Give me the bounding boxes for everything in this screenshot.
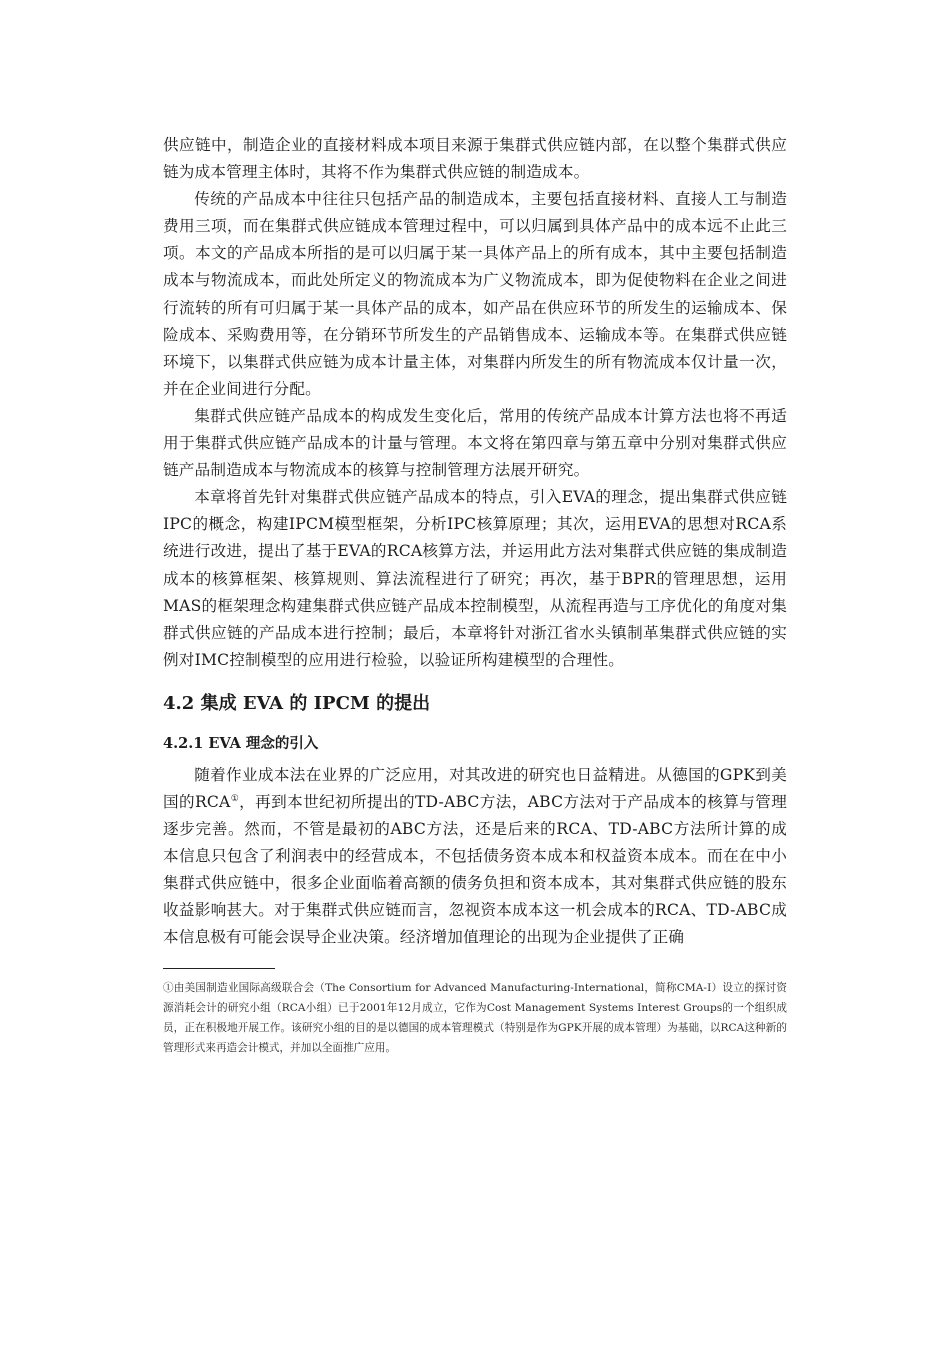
footnote: ①由美国制造业国际高级联合会（The Consortium for Advanced Manufacturing-International，简称CMA-Ⅰ）设立的探讨资源消耗会计的研究小组（RCA小组）已于2001年12月成立，它作为Cost Management Systems Interest Groups的一个组织成员，正在积极地开展工作。该研究小组的目的是以德国的成本管理模式（特别是作为GPK开展的成本管理）为基础，以RCA这种新的管理形式来再造会计模式，并加以全面推广应用。 — [163, 981, 787, 1054]
paragraph-5-text-a: 随着作业成本法在业界的广泛应用，对其改进的研究也日益精进。从德国的GPK到美国的RCA — [163, 765, 787, 811]
footnote-divider — [163, 968, 275, 969]
subsection-heading: 4.2.1 EVA 理念的引入 — [163, 734, 319, 752]
paragraph-2: 传统的产品成本中往往只包括产品的制造成本，主要包括直接材料、直接人工与制造费用三项，而在集群式供应链成本管理过程中，可以归属到具体产品中的成本远不止此三项。本文的产品成本所指的是可以归属于某一具体产品上的所有成本，其中主要包括制造成本与物流成本，而此处所定义的物流成本为广义物流成本，即为促使物料在企业之间进行流转的所有可归属于某一具体产品的成本，如产品在供应环节的所发生的运输成本、保险成本、采购费用等，在分销环节所发生的产品销售成本、运输成本等。在集群式供应链环境下，以集群式供应链为成本计量主体，对集群内所发生的所有物流成本仅计量一次，并在企业间进行分配。 — [163, 190, 787, 398]
paragraph-4: 本章将首先针对集群式供应链产品成本的特点，引入EVA的理念，提出集群式供应链IPC的概念，构建IPCM模型框架，分析IPC核算原理；其次，运用EVA的思想对RCA系统进行改进，提出了基于EVA的RCA核算方法，并运用此方法对集群式供应链的集成制造成本的核算框架、核算规则、算法流程进行了研究；再次，基于BPR的管理思想，运用MAS的框架理念构建集群式供应链产品成本控制模型，从流程再造与工序优化的角度对集群式供应链的产品成本进行控制；最后，本章将针对浙江省水头镇制革集群式供应链的实例对IMC控制模型的应用进行检验，以验证所构建模型的合理性。 — [163, 488, 787, 669]
paragraph-5 — [163, 762, 787, 952]
document-page — [163, 132, 787, 1058]
paragraph-3: 集群式供应链产品成本的构成发生变化后，常用的传统产品成本计算方法也将不再适用于集群式供应链产品成本的计量与管理。本文将在第四章与第五章中分别对集群式供应链产品制造成本与物流成本的核算与控制管理方法展开研究。 — [163, 406, 787, 480]
footnote-marker: ① — [230, 793, 240, 804]
section-heading: 4.2 集成 EVA 的 IPCM 的提出 — [163, 692, 431, 714]
paragraph-5-text-b: ，再到本世纪初所提出的TD-ABC方法，ABC方法对于产品成本的核算与管理逐步完善。然而，不管是最初的ABC方法，还是后来的RCA、TD-ABC方法所计算的成本信息只包含了利润表中的经营成本，不包括债务资本成本和权益资本成本。而在在中小集群式供应链中，很多企业面临着高额的债务负担和资本成本，其对集群式供应链的股东收益影响甚大。对于集群式供应链而言，忽视资本成本这一机会成本的RCA、TD-ABC成本信息极有可能会误导企业决策。经济增加值理论的出现为企业提供了正确 — [163, 792, 787, 947]
paragraph-1: 供应链中，制造企业的直接材料成本项目来源于集群式供应链内部，在以整个集群式供应链为成本管理主体时，其将不作为集群式供应链的制造成本。 — [163, 136, 787, 182]
